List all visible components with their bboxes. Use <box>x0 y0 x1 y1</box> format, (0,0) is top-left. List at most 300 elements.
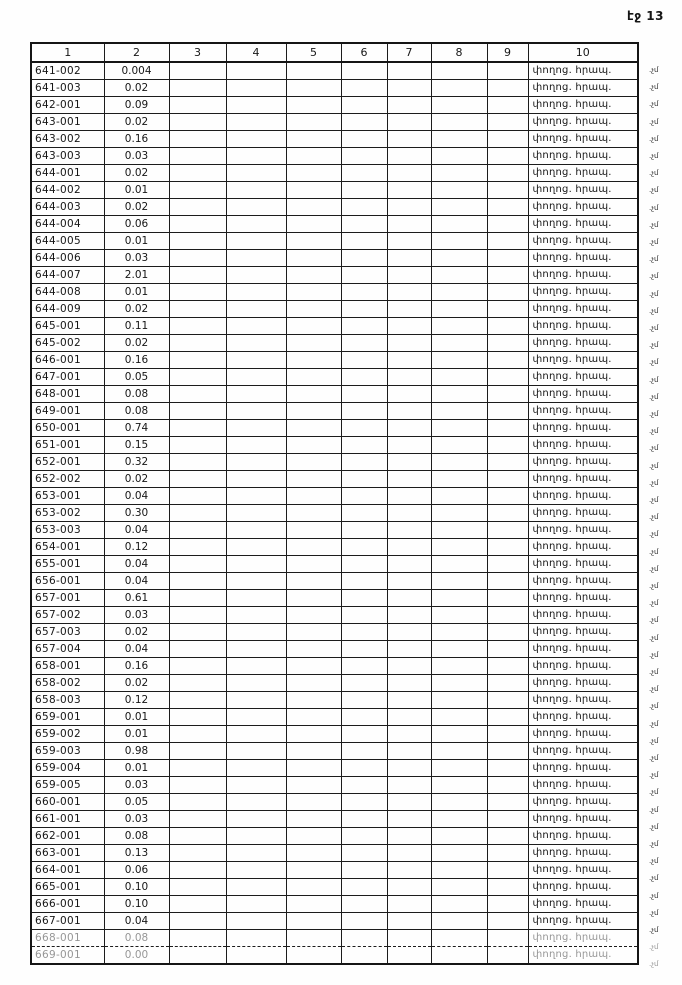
margin-note: .չմ <box>649 375 659 384</box>
cell-empty <box>431 386 487 403</box>
table-row <box>31 845 638 862</box>
cell-value: 0.01 <box>104 726 169 743</box>
margin-note: .չմ <box>649 152 659 160</box>
table-row <box>31 709 638 726</box>
cell-empty <box>169 471 226 488</box>
margin-note: .չմ <box>649 513 659 522</box>
cell-value: 0.12 <box>104 692 169 709</box>
table-row <box>31 726 638 743</box>
cell-empty <box>286 658 341 675</box>
cell-empty <box>341 607 387 624</box>
cell-empty <box>169 284 226 301</box>
cell-parcel-id: 657-001 <box>31 590 104 607</box>
table-row <box>31 199 638 216</box>
cell-street-note: փողոց. հրապ. <box>528 539 638 556</box>
cell-empty <box>341 777 387 794</box>
cell-empty <box>387 148 431 165</box>
column-header-10: 10 <box>528 43 638 62</box>
cell-empty <box>487 318 528 335</box>
cell-empty <box>226 403 286 420</box>
table-row <box>31 114 638 131</box>
cell-empty <box>169 301 226 318</box>
cell-value: 0.11 <box>104 318 169 335</box>
cell-empty <box>341 62 387 80</box>
cell-parcel-id: 659-001 <box>31 709 104 726</box>
cell-empty <box>387 233 431 250</box>
cell-empty <box>286 182 341 199</box>
cell-parcel-id: 652-002 <box>31 471 104 488</box>
cell-empty <box>169 352 226 369</box>
cell-empty <box>487 267 528 284</box>
cell-empty <box>431 420 487 437</box>
cell-empty <box>226 301 286 318</box>
cell-empty <box>169 556 226 573</box>
cell-empty <box>387 488 431 505</box>
cell-empty <box>341 573 387 590</box>
cell-empty <box>387 471 431 488</box>
cell-empty <box>226 318 286 335</box>
cell-empty <box>169 794 226 811</box>
cell-empty <box>431 471 487 488</box>
cell-parcel-id: 646-001 <box>31 352 104 369</box>
cell-empty <box>387 607 431 624</box>
cell-empty <box>387 97 431 114</box>
cell-empty <box>169 114 226 131</box>
table-row <box>31 879 638 896</box>
cell-parcel-id: 641-002 <box>31 62 104 80</box>
cell-empty <box>487 148 528 165</box>
cell-street-note: փողոց. հրապ. <box>528 845 638 862</box>
margin-note: .չմ <box>649 599 659 608</box>
cell-empty <box>286 165 341 182</box>
cell-empty <box>387 573 431 590</box>
cell-empty <box>286 760 341 777</box>
cell-empty <box>387 437 431 454</box>
cell-empty <box>341 352 387 369</box>
cell-value: 0.16 <box>104 131 169 148</box>
cell-empty <box>169 539 226 556</box>
cell-empty <box>169 828 226 845</box>
cell-empty <box>387 505 431 522</box>
cell-empty <box>341 658 387 675</box>
table-row <box>31 233 638 250</box>
cell-empty <box>226 947 286 965</box>
cell-empty <box>387 250 431 267</box>
cell-street-note: փողոց. հրապ. <box>528 148 638 165</box>
cell-empty <box>431 947 487 965</box>
table-row <box>31 624 638 641</box>
cell-empty <box>431 250 487 267</box>
cell-empty <box>387 590 431 607</box>
cell-empty <box>226 828 286 845</box>
cell-empty <box>487 641 528 658</box>
margin-note: .չմ <box>649 840 659 848</box>
cell-street-note: փողոց. հրապ. <box>528 777 638 794</box>
cell-value: 0.01 <box>104 760 169 777</box>
cell-empty <box>286 369 341 386</box>
cell-value: 0.04 <box>104 573 169 590</box>
cell-empty <box>431 369 487 386</box>
cell-empty <box>226 930 286 947</box>
cell-empty <box>169 743 226 760</box>
cell-street-note: փողոց. հրապ. <box>528 726 638 743</box>
cell-street-note: փողոց. հրապ. <box>528 879 638 896</box>
cell-empty <box>487 828 528 845</box>
cell-empty <box>387 947 431 965</box>
cell-empty <box>487 709 528 726</box>
cell-street-note: փողոց. հրապ. <box>528 114 638 131</box>
cell-parcel-id: 644-004 <box>31 216 104 233</box>
cell-value: 0.05 <box>104 369 169 386</box>
cell-parcel-id: 653-001 <box>31 488 104 505</box>
cell-empty <box>341 403 387 420</box>
cell-empty <box>431 692 487 709</box>
margin-note: .չմ <box>649 616 659 625</box>
column-header-6: 6 <box>341 43 387 62</box>
cell-empty <box>169 454 226 471</box>
cell-empty <box>487 539 528 556</box>
table-row <box>31 148 638 165</box>
cell-street-note: փողոց. հրապ. <box>528 522 638 539</box>
cell-empty <box>431 539 487 556</box>
cell-empty <box>487 284 528 301</box>
margin-note: .չմ <box>649 392 659 401</box>
table-row <box>31 386 638 403</box>
table-row <box>31 420 638 437</box>
cell-value: 0.05 <box>104 794 169 811</box>
cell-empty <box>286 913 341 930</box>
cell-empty <box>387 199 431 216</box>
cell-empty <box>487 675 528 692</box>
cell-empty <box>286 471 341 488</box>
cell-empty <box>487 947 528 965</box>
cell-street-note: փողոց. հրապ. <box>528 913 638 930</box>
cell-street-note: փողոց. հրապ. <box>528 760 638 777</box>
cell-parcel-id: 652-001 <box>31 454 104 471</box>
cell-street-note: փողոց. հրապ. <box>528 828 638 845</box>
cell-parcel-id: 659-004 <box>31 760 104 777</box>
cell-empty <box>169 760 226 777</box>
cell-empty <box>487 301 528 318</box>
cell-empty <box>431 760 487 777</box>
cell-empty <box>169 811 226 828</box>
cell-empty <box>169 250 226 267</box>
cell-empty <box>286 590 341 607</box>
table-row <box>31 828 638 845</box>
cell-empty <box>387 62 431 80</box>
cell-empty <box>431 709 487 726</box>
cell-empty <box>226 607 286 624</box>
margin-note: .չմ <box>649 203 659 212</box>
cell-empty <box>341 488 387 505</box>
cell-empty <box>487 488 528 505</box>
cell-empty <box>487 896 528 913</box>
cell-empty <box>169 913 226 930</box>
cell-empty <box>341 80 387 97</box>
cell-empty <box>431 743 487 760</box>
cell-empty <box>226 199 286 216</box>
cell-empty <box>387 862 431 879</box>
cell-empty <box>487 777 528 794</box>
cell-empty <box>341 896 387 913</box>
cell-empty <box>341 301 387 318</box>
cell-value: 0.74 <box>104 420 169 437</box>
table-row <box>31 692 638 709</box>
cell-value: 0.02 <box>104 624 169 641</box>
margin-note: .չմ <box>649 66 659 74</box>
cell-empty <box>387 777 431 794</box>
cell-empty <box>286 624 341 641</box>
cell-empty <box>226 488 286 505</box>
cell-empty <box>169 896 226 913</box>
table-row <box>31 522 638 539</box>
cell-empty <box>286 743 341 760</box>
cell-empty <box>226 658 286 675</box>
cell-value: 0.04 <box>104 522 169 539</box>
cell-value: 0.08 <box>104 386 169 403</box>
cell-empty <box>226 777 286 794</box>
margin-note: .չմ <box>649 117 659 126</box>
cell-empty <box>431 199 487 216</box>
cell-empty <box>431 62 487 80</box>
cell-empty <box>387 556 431 573</box>
margin-note: .չմ <box>649 650 659 659</box>
cell-empty <box>341 182 387 199</box>
cell-value: 0.16 <box>104 658 169 675</box>
cell-empty <box>341 335 387 352</box>
cell-value: 0.03 <box>104 777 169 794</box>
cell-empty <box>286 114 341 131</box>
cell-value: 0.06 <box>104 862 169 879</box>
cell-parcel-id: 645-001 <box>31 318 104 335</box>
cell-street-note: փողոց. հրապ. <box>528 573 638 590</box>
table-row <box>31 590 638 607</box>
cell-empty <box>226 573 286 590</box>
cell-empty <box>431 777 487 794</box>
cell-value: 0.01 <box>104 182 169 199</box>
cell-empty <box>286 522 341 539</box>
cell-empty <box>487 930 528 947</box>
cell-empty <box>286 947 341 965</box>
cell-empty <box>226 62 286 80</box>
cell-empty <box>226 250 286 267</box>
cell-value: 0.15 <box>104 437 169 454</box>
cell-empty <box>387 352 431 369</box>
cell-parcel-id: 660-001 <box>31 794 104 811</box>
cell-empty <box>226 539 286 556</box>
cell-parcel-id: 643-001 <box>31 114 104 131</box>
cell-parcel-id: 659-002 <box>31 726 104 743</box>
cell-empty <box>226 386 286 403</box>
cell-empty <box>286 199 341 216</box>
cell-street-note: փողոց. հրապ. <box>528 62 638 80</box>
cell-parcel-id: 667-001 <box>31 913 104 930</box>
cell-street-note: փողոց. հրապ. <box>528 675 638 692</box>
cell-empty <box>487 233 528 250</box>
cell-empty <box>487 250 528 267</box>
cell-value: 0.10 <box>104 879 169 896</box>
cell-empty <box>169 335 226 352</box>
cell-empty <box>341 165 387 182</box>
cell-empty <box>341 522 387 539</box>
cell-empty <box>226 811 286 828</box>
column-header-3: 3 <box>169 43 226 62</box>
cell-value: 0.12 <box>104 539 169 556</box>
cell-value: 2.01 <box>104 267 169 284</box>
cell-empty <box>286 267 341 284</box>
cell-parcel-id: 657-002 <box>31 607 104 624</box>
cell-empty <box>286 318 341 335</box>
cell-empty <box>387 641 431 658</box>
cell-empty <box>286 250 341 267</box>
cell-empty <box>169 148 226 165</box>
cell-value: 0.03 <box>104 250 169 267</box>
page-number: էջ 13 <box>626 9 664 23</box>
cell-street-note: փողոց. հրապ. <box>528 250 638 267</box>
cell-empty <box>431 930 487 947</box>
table-row <box>31 369 638 386</box>
cell-empty <box>431 505 487 522</box>
cell-empty <box>341 233 387 250</box>
cell-street-note: փողոց. հրապ. <box>528 318 638 335</box>
cell-empty <box>387 913 431 930</box>
cell-empty <box>387 369 431 386</box>
cell-empty <box>487 216 528 233</box>
cell-empty <box>431 624 487 641</box>
cell-parcel-id: 650-001 <box>31 420 104 437</box>
cell-empty <box>286 301 341 318</box>
cell-empty <box>226 743 286 760</box>
cell-empty <box>226 471 286 488</box>
cell-empty <box>487 573 528 590</box>
cell-parcel-id: 644-006 <box>31 250 104 267</box>
cell-empty <box>431 437 487 454</box>
cell-empty <box>286 930 341 947</box>
cell-empty <box>341 743 387 760</box>
cell-empty <box>286 505 341 522</box>
cell-value: 0.01 <box>104 284 169 301</box>
cell-empty <box>487 199 528 216</box>
margin-note: .չմ <box>649 564 659 573</box>
cell-empty <box>341 675 387 692</box>
margin-note: .չմ <box>649 324 659 332</box>
cell-empty <box>286 811 341 828</box>
table-row <box>31 658 638 675</box>
cell-empty <box>169 403 226 420</box>
cell-empty <box>387 165 431 182</box>
table-row <box>31 131 638 148</box>
margin-note: .չմ <box>649 83 659 92</box>
cell-empty <box>169 97 226 114</box>
cell-empty <box>387 845 431 862</box>
cell-empty <box>387 454 431 471</box>
cell-empty <box>226 862 286 879</box>
cell-empty <box>226 148 286 165</box>
cell-empty <box>169 80 226 97</box>
cell-empty <box>487 556 528 573</box>
cell-empty <box>169 420 226 437</box>
table-row <box>31 471 638 488</box>
cell-empty <box>431 573 487 590</box>
cell-empty <box>286 352 341 369</box>
cell-empty <box>341 318 387 335</box>
cell-value: 0.16 <box>104 352 169 369</box>
cell-empty <box>286 539 341 556</box>
cell-street-note: փողոց. հրապ. <box>528 947 638 965</box>
cell-empty <box>226 233 286 250</box>
cell-value: 0.02 <box>104 80 169 97</box>
cell-empty <box>169 386 226 403</box>
cell-empty <box>226 556 286 573</box>
cell-empty <box>341 471 387 488</box>
cell-empty <box>341 624 387 641</box>
cell-street-note: փողոց. հրապ. <box>528 335 638 352</box>
cell-value: 0.02 <box>104 199 169 216</box>
cell-empty <box>226 216 286 233</box>
margin-note: .չմ <box>649 169 659 178</box>
cell-parcel-id: 649-001 <box>31 403 104 420</box>
cell-street-note: փողոց. հրապ. <box>528 930 638 947</box>
cell-empty <box>226 692 286 709</box>
cell-value: 0.10 <box>104 896 169 913</box>
cell-empty <box>226 165 286 182</box>
column-header-1: 1 <box>31 43 104 62</box>
cell-parcel-id: 645-002 <box>31 335 104 352</box>
table-row <box>31 335 638 352</box>
margin-note: .չմ <box>649 427 659 436</box>
cell-empty <box>431 879 487 896</box>
cell-empty <box>286 216 341 233</box>
cell-empty <box>169 624 226 641</box>
margin-note: .չմ <box>649 410 659 418</box>
cell-street-note: փողոց. հրապ. <box>528 658 638 675</box>
cell-parcel-id: 668-001 <box>31 930 104 947</box>
cell-empty <box>286 284 341 301</box>
cell-parcel-id: 644-002 <box>31 182 104 199</box>
cell-value: 0.03 <box>104 148 169 165</box>
margin-note: .չմ <box>649 874 659 883</box>
header-row <box>31 43 638 62</box>
cell-parcel-id: 664-001 <box>31 862 104 879</box>
margin-note: .չմ <box>649 857 659 866</box>
cell-parcel-id: 654-001 <box>31 539 104 556</box>
cell-value: 0.61 <box>104 590 169 607</box>
cell-parcel-id: 644-009 <box>31 301 104 318</box>
table-row <box>31 284 638 301</box>
cell-empty <box>169 182 226 199</box>
cell-street-note: փողոց. հրապ. <box>528 624 638 641</box>
cell-empty <box>387 284 431 301</box>
cell-empty <box>169 267 226 284</box>
cell-value: 0.08 <box>104 403 169 420</box>
cell-street-note: փողոց. հրապ. <box>528 386 638 403</box>
cell-empty <box>431 590 487 607</box>
table-row <box>31 250 638 267</box>
cell-parcel-id: 659-003 <box>31 743 104 760</box>
cell-parcel-id: 655-001 <box>31 556 104 573</box>
cell-empty <box>341 216 387 233</box>
margin-note: .չմ <box>649 444 659 453</box>
data-table <box>30 42 639 965</box>
cell-empty <box>341 267 387 284</box>
cell-street-note: փողոց. հրապ. <box>528 641 638 658</box>
cell-value: 0.02 <box>104 165 169 182</box>
table-row <box>31 913 638 930</box>
cell-street-note: փողոց. հրապ. <box>528 709 638 726</box>
cell-value: 0.32 <box>104 454 169 471</box>
cell-value: 0.02 <box>104 335 169 352</box>
table-row <box>31 607 638 624</box>
